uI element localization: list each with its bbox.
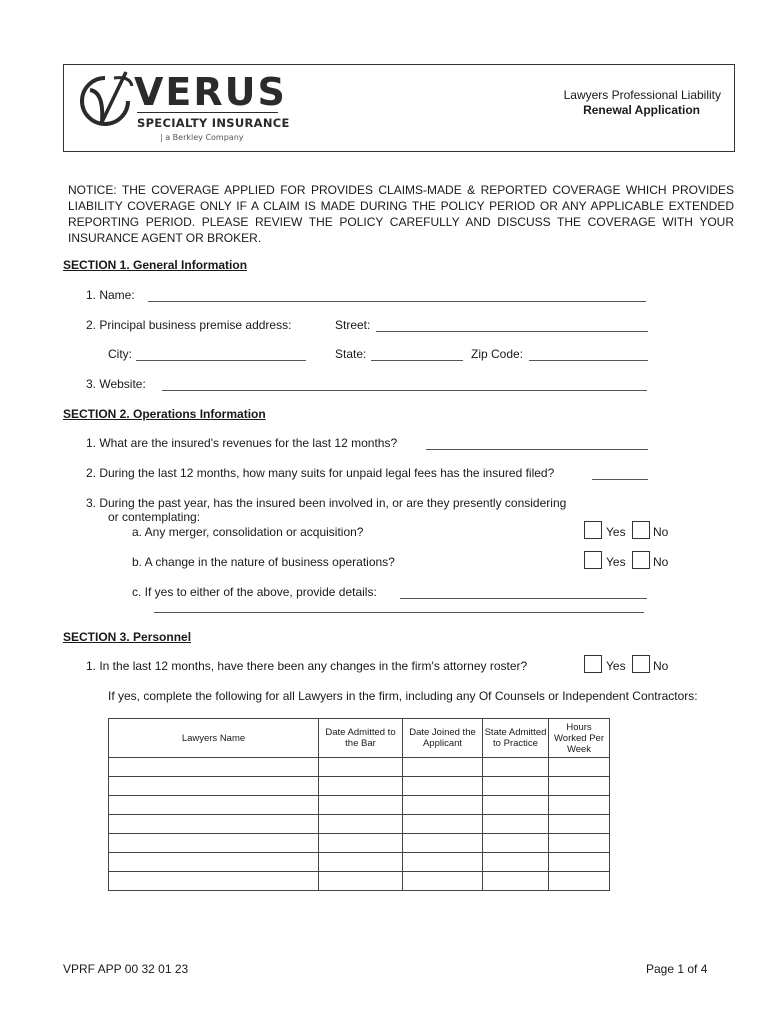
table-cell[interactable] (319, 796, 403, 815)
table-cell[interactable] (403, 796, 483, 815)
revenue-field[interactable] (426, 449, 648, 450)
table-cell[interactable] (549, 815, 610, 834)
table-cell[interactable] (109, 777, 319, 796)
roster-instruction: If yes, complete the following for all Lawyers in the firm, including any Of Counsels or Independent Contractors: (108, 689, 698, 703)
q-revenue-label: 1. What are the insured's revenues for the last 12 months? (86, 436, 398, 450)
roster-no-checkbox[interactable] (632, 655, 650, 673)
table-row (109, 758, 610, 777)
table-cell[interactable] (109, 796, 319, 815)
col-header-hours-worked: Hours Worked Per Week (549, 719, 610, 758)
logo-name: VERUS (134, 70, 287, 114)
table-cell[interactable] (109, 853, 319, 872)
col-header-date-admitted: Date Admitted to the Bar (319, 719, 403, 758)
logo-tagline: | a Berkley Company (160, 133, 244, 142)
name-field[interactable] (148, 301, 646, 302)
table-cell[interactable] (403, 777, 483, 796)
header-title-line2: Renewal Application (583, 103, 700, 117)
q-name-label: 1. Name: (86, 288, 135, 302)
table-cell[interactable] (319, 815, 403, 834)
logo-subtitle: SPECIALTY INSURANCE (137, 116, 290, 130)
city-field[interactable] (136, 360, 306, 361)
table-row (109, 872, 610, 891)
q-address-label: 2. Principal business premise address: (86, 318, 292, 332)
table-cell[interactable] (403, 815, 483, 834)
table-cell[interactable] (549, 796, 610, 815)
table-cell[interactable] (483, 853, 549, 872)
suits-field[interactable] (592, 479, 648, 480)
q-involvement-label-cont: or contemplating: (108, 510, 201, 524)
table-cell[interactable] (319, 872, 403, 891)
business-change-no-label: No (653, 555, 669, 569)
lawyers-roster-table (108, 718, 610, 891)
table-cell[interactable] (483, 796, 549, 815)
table-cell[interactable] (319, 853, 403, 872)
table-cell[interactable] (483, 758, 549, 777)
street-field[interactable] (376, 331, 648, 332)
table-cell[interactable] (403, 834, 483, 853)
table-cell[interactable] (319, 777, 403, 796)
city-label: City: (108, 347, 132, 361)
table-cell[interactable] (549, 872, 610, 891)
website-field[interactable] (162, 390, 647, 391)
details-field-line2[interactable] (154, 612, 644, 613)
table-cell[interactable] (549, 834, 610, 853)
table-cell[interactable] (109, 815, 319, 834)
page-number: Page 1 of 4 (646, 962, 708, 976)
table-row (109, 834, 610, 853)
q-suits-label: 2. During the last 12 months, how many suits for unpaid legal fees has the insured filed? (86, 466, 555, 480)
table-cell[interactable] (483, 834, 549, 853)
table-cell[interactable] (109, 834, 319, 853)
zip-label: Zip Code: (471, 347, 524, 361)
q-details-label: c. If yes to either of the above, provide details: (132, 585, 377, 599)
table-cell[interactable] (549, 853, 610, 872)
q-merger-label: a. Any merger, consolidation or acquisition? (132, 525, 364, 539)
col-header-state-admitted: State Admitted to Practice (483, 719, 549, 758)
business-change-no-checkbox[interactable] (632, 551, 650, 569)
table-row (109, 853, 610, 872)
form-number: VPRF APP 00 32 01 23 (63, 962, 189, 976)
street-label: Street: (335, 318, 371, 332)
section1-title: SECTION 1. General Information (63, 258, 248, 272)
table-row (109, 796, 610, 815)
section3-title: SECTION 3. Personnel (63, 630, 192, 644)
details-field-line1[interactable] (400, 598, 647, 599)
table-cell[interactable] (483, 815, 549, 834)
q-roster-label: 1. In the last 12 months, have there been any changes in the firm's attorney roster? (86, 659, 528, 673)
merger-yes-checkbox[interactable] (584, 521, 602, 539)
q-involvement-label: 3. During the past year, has the insured been involved in, or are they presently considering (86, 496, 567, 510)
table-cell[interactable] (109, 872, 319, 891)
merger-yes-label: Yes (606, 525, 626, 539)
roster-yes-checkbox[interactable] (584, 655, 602, 673)
zip-field[interactable] (529, 360, 648, 361)
q-business-change-label: b. A change in the nature of business operations? (132, 555, 395, 569)
table-cell[interactable] (319, 834, 403, 853)
table-cell[interactable] (403, 853, 483, 872)
section2-title: SECTION 2. Operations Information (63, 407, 266, 421)
state-label: State: (335, 347, 367, 361)
table-row (109, 777, 610, 796)
table-cell[interactable] (109, 758, 319, 777)
table-header-row (109, 719, 610, 758)
merger-no-label: No (653, 525, 669, 539)
table-cell[interactable] (403, 758, 483, 777)
table-cell[interactable] (403, 872, 483, 891)
state-field[interactable] (371, 360, 463, 361)
coverage-notice: NOTICE: THE COVERAGE APPLIED FOR PROVIDES CLAIMS-MADE & REPORTED COVERAGE WHICH PROVIDES LIABILITY COVERAGE ONLY IF A CLAIM IS MADE DURING THE POLICY PERIOD OR ANY APPLICABLE EXTENDED REPORTING PERIOD. PLEASE REVIEW THE POLICY CAREFULLY AND DISCUSS THE COVERAGE WITH YOUR INSURANCE AGENT OR BROKER. (68, 183, 734, 245)
table-cell[interactable] (483, 872, 549, 891)
table-cell[interactable] (319, 758, 403, 777)
table-cell[interactable] (549, 777, 610, 796)
table-row (109, 815, 610, 834)
verus-logo-icon (74, 70, 136, 132)
roster-no-label: No (653, 659, 669, 673)
logo-divider (137, 112, 278, 113)
merger-no-checkbox[interactable] (632, 521, 650, 539)
q-website-label: 3. Website: (86, 377, 146, 391)
col-header-lawyers-name: Lawyers Name (109, 719, 319, 758)
table-cell[interactable] (549, 758, 610, 777)
roster-yes-label: Yes (606, 659, 626, 673)
business-change-yes-label: Yes (606, 555, 626, 569)
business-change-yes-checkbox[interactable] (584, 551, 602, 569)
table-cell[interactable] (483, 777, 549, 796)
col-header-date-joined: Date Joined the Applicant (403, 719, 483, 758)
header-title-line1: Lawyers Professional Liability (563, 88, 721, 102)
